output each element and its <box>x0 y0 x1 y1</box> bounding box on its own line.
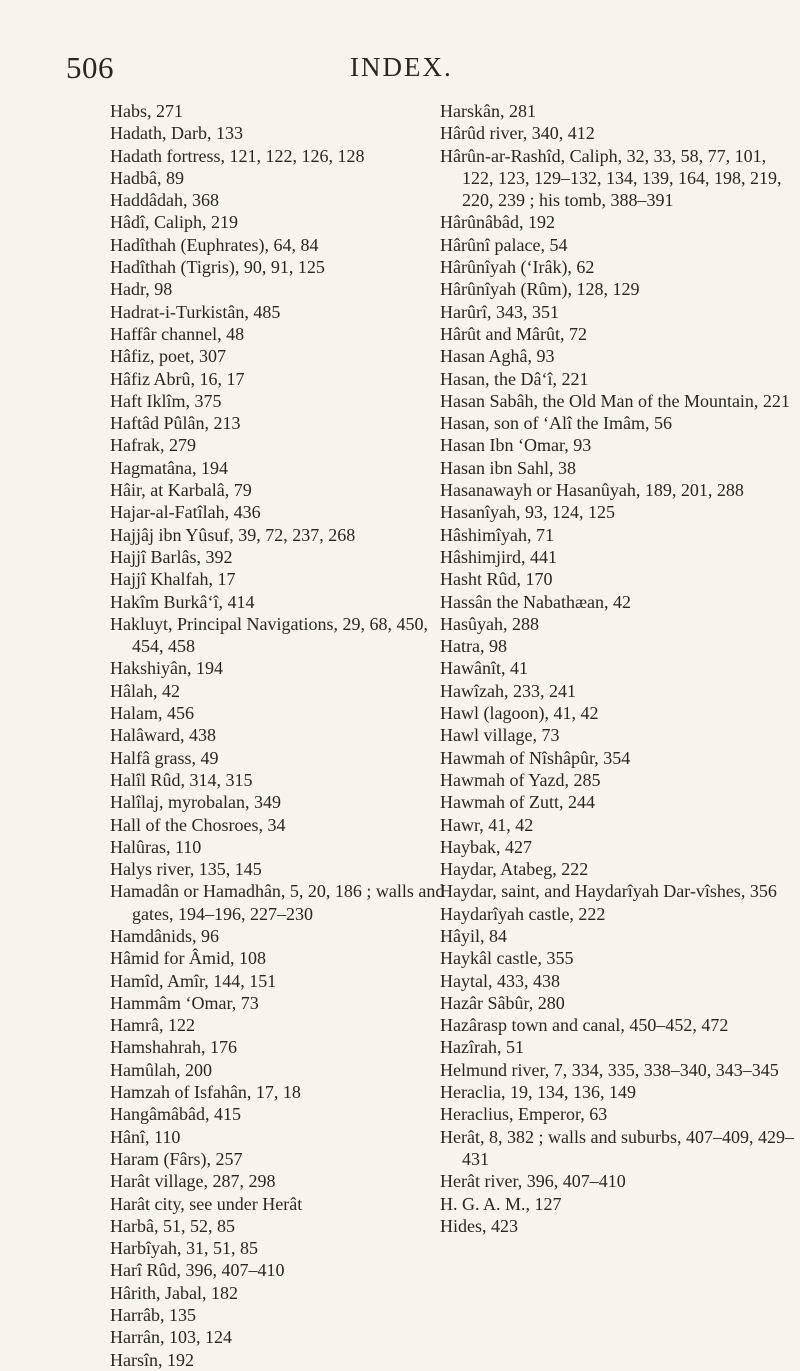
index-entry: Hajjâj ibn Yûsuf, 39, 72, 237, 268 <box>110 524 356 545</box>
index-entry: Hassân the Nabathæan, 42 <box>440 591 631 612</box>
index-entry: Hadrat-i-Turkistân, 485 <box>110 301 281 322</box>
index-entry: Hârûnî palace, 54 <box>440 234 568 255</box>
index-entry: Haydar, Atabeg, 222 <box>440 859 589 880</box>
index-entry: Halîl Rûd, 314, 315 <box>110 769 253 790</box>
index-entry: Harskân, 281 <box>440 101 536 121</box>
index-entry: Hâir, at Karbalâ, 79 <box>110 480 252 501</box>
index-entry: Hasan Sabâh, the Old Man of the Mountain, 221 <box>440 390 790 411</box>
index-entry: Hârûn-ar-Rashîd, Caliph, 32, 33, 58, 77, 101, 122, 123, 129–132, 134, 139, 164, 198, 219, 220, 239 ; his tomb, 388–391 <box>440 145 782 211</box>
index-entry: Hakluyt, Principal Navigations, 29, 68, 450, 454, 458 <box>110 613 428 657</box>
index-entry: Hakîm Burkâ‘î, 414 <box>110 591 255 612</box>
index-entry: Hârûd river, 340, 412 <box>440 123 595 144</box>
index-entry: Hawîzah, 233, 241 <box>440 680 576 701</box>
index-entry: Hajjî Barlâs, 392 <box>110 546 233 567</box>
index-entry: Harbîyah, 31, 51, 85 <box>110 1238 258 1259</box>
index-entry: Halam, 456 <box>110 703 194 724</box>
index-entry: Halys river, 135, 145 <box>110 859 262 880</box>
index-entry: Haybak, 427 <box>440 836 532 857</box>
index-entry: Hadbâ, 89 <box>110 167 184 188</box>
index-entry: Hasan, son of ‘Alî the Imâm, 56 <box>440 413 672 434</box>
index-entry: Hakshiyân, 194 <box>110 658 223 679</box>
page-number: 506 <box>66 50 114 85</box>
index-entry: Hârith, Jabal, 182 <box>110 1282 238 1303</box>
index-entry: Hânî, 110 <box>110 1126 181 1147</box>
index-entry: Habs, 271 <box>110 101 183 121</box>
index-entry: Hâfiz Abrû, 16, 17 <box>110 368 245 389</box>
index-entry: Hammâm ‘Omar, 73 <box>110 992 259 1013</box>
index-entry: Hadîthah (Euphrates), 64, 84 <box>110 234 319 255</box>
index-entry: H. G. A. M., 127 <box>440 1193 562 1214</box>
index-entry: Hasanîyah, 93, 124, 125 <box>440 502 615 523</box>
index-entry: Hadath, Darb, 133 <box>110 123 243 144</box>
index-entry: Halûras, 110 <box>110 836 202 857</box>
index-entry: Hawmah of Yazd, 285 <box>440 769 601 790</box>
index-column-right <box>440 100 795 1237</box>
index-entry: Hârûnîyah (‘Irâk), 62 <box>440 257 595 278</box>
index-entry: Hamrâ, 122 <box>110 1015 195 1036</box>
index-entry: Hasan Ibn ‘Omar, 93 <box>440 435 592 456</box>
index-entry: Haftâd Pûlân, 213 <box>110 413 241 434</box>
index-entry: Hazîrah, 51 <box>440 1037 524 1058</box>
index-entry: Hamdânids, 96 <box>110 925 219 946</box>
index-entry: Hamîd, Amîr, 144, 151 <box>110 970 277 991</box>
page-header <box>0 50 800 90</box>
index-entry: Harrâb, 135 <box>110 1305 196 1326</box>
index-entry: Herât, 8, 382 ; walls and suburbs, 407–409, 429–431 <box>440 1126 794 1169</box>
index-entry: Hawmah of Zutt, 244 <box>440 792 595 813</box>
index-entry: Haytal, 433, 438 <box>440 970 560 991</box>
index-entry: Haddâdah, 368 <box>110 190 219 211</box>
index-entry: Harsîn, 192 <box>110 1349 194 1370</box>
index-entry: Hangâmâbâd, 415 <box>110 1104 241 1125</box>
index-entry: Hârûnîyah (Rûm), 128, 129 <box>440 279 640 300</box>
index-entry: Hamzah of Isfahân, 17, 18 <box>110 1082 301 1103</box>
index-entry: Hadath fortress, 121, 122, 126, 128 <box>110 145 365 166</box>
index-entry: Hamshahrah, 176 <box>110 1037 237 1058</box>
index-entry: Hawmah of Nîshâpûr, 354 <box>440 747 631 768</box>
index-entry: Hafrak, 279 <box>110 435 196 456</box>
index-entry: Hâlah, 42 <box>110 680 180 701</box>
index-entry: Harrân, 103, 124 <box>110 1327 232 1348</box>
index-entry: Haykâl castle, 355 <box>440 948 574 969</box>
index-entry: Hâdî, Caliph, 219 <box>110 212 238 233</box>
index-entry: Hâmid for Âmid, 108 <box>110 948 266 969</box>
index-entry: Haft Iklîm, 375 <box>110 390 222 411</box>
index-entry: Hides, 423 <box>440 1215 518 1236</box>
index-entry: Hâshimjird, 441 <box>440 546 557 567</box>
index-entry: Hagmatâna, 194 <box>110 457 228 478</box>
index-entry: Hârût and Mârût, 72 <box>440 323 587 344</box>
index-entry: Heraclius, Emperor, 63 <box>440 1104 608 1125</box>
index-entry: Herât river, 396, 407–410 <box>440 1171 626 1192</box>
index-entry: Hall of the Chosroes, 34 <box>110 814 286 835</box>
index-entry: Hazâr Sâbûr, 280 <box>440 992 565 1013</box>
index-entry: Hasan Aghâ, 93 <box>440 346 555 367</box>
index-entry: Hasanawayh or Hasanûyah, 189, 201, 288 <box>440 480 744 501</box>
index-entry: Halfâ grass, 49 <box>110 747 219 768</box>
index-entry: Hawl (lagoon), 41, 42 <box>440 703 599 724</box>
index-entry: Halîlaj, myrobalan, 349 <box>110 792 281 813</box>
index-entry: Hasûyah, 288 <box>440 613 539 634</box>
index-entry: Hazârasp town and canal, 450–452, 472 <box>440 1015 729 1036</box>
index-entry: Harî Rûd, 396, 407–410 <box>110 1260 285 1281</box>
index-entry: Heraclia, 19, 134, 136, 149 <box>440 1082 636 1103</box>
index-entry: Harbâ, 51, 52, 85 <box>110 1215 235 1236</box>
index-entry: Haydar, saint, and Haydarîyah Dar-vîshes, 356 <box>440 881 777 902</box>
index-entry: Hadîthah (Tigris), 90, 91, 125 <box>110 257 325 278</box>
index-entry: Hasht Rûd, 170 <box>440 569 553 590</box>
page-title: INDEX. <box>350 52 453 82</box>
index-entry: Harât village, 287, 298 <box>110 1171 276 1192</box>
index-entry: Hârûnâbâd, 192 <box>440 212 555 233</box>
index-entry: Haffâr channel, 48 <box>110 323 245 344</box>
index-entry: Hawânît, 41 <box>440 658 528 679</box>
index-entry: Hajar-al-Fatîlah, 436 <box>110 502 261 523</box>
index-entry: Hâyil, 84 <box>440 925 507 946</box>
index-entry: Hajjî Khalfah, 17 <box>110 569 236 590</box>
index-entry: Hatra, 98 <box>440 636 507 657</box>
index-entry: Hawr, 41, 42 <box>440 814 534 835</box>
index-entry: Hamûlah, 200 <box>110 1059 212 1080</box>
index-entry: Hamadân or Hamadhân, 5, 20, 186 ; walls and gates, 194–196, 227–230 <box>110 881 445 924</box>
index-entry: Hâshimîyah, 71 <box>440 524 554 545</box>
index-entry: Hadr, 98 <box>110 279 173 300</box>
index-column-left <box>110 100 460 1371</box>
index-entry: Hawl village, 73 <box>440 725 560 746</box>
index-entry: Harât city, see under Herât <box>110 1193 303 1214</box>
index-entry: Haydarîyah castle, 222 <box>440 903 606 924</box>
index-entry: Hasan ibn Sahl, 38 <box>440 457 576 478</box>
index-entry: Helmund river, 7, 334, 335, 338–340, 343–345 <box>440 1059 779 1080</box>
index-entry: Halâward, 438 <box>110 725 216 746</box>
index-entry: Hâfiz, poet, 307 <box>110 346 226 367</box>
index-entry: Hasan, the Dâ‘î, 221 <box>440 368 589 389</box>
index-entry: Harûrî, 343, 351 <box>440 301 559 322</box>
index-entry: Haram (Fârs), 257 <box>110 1148 243 1169</box>
